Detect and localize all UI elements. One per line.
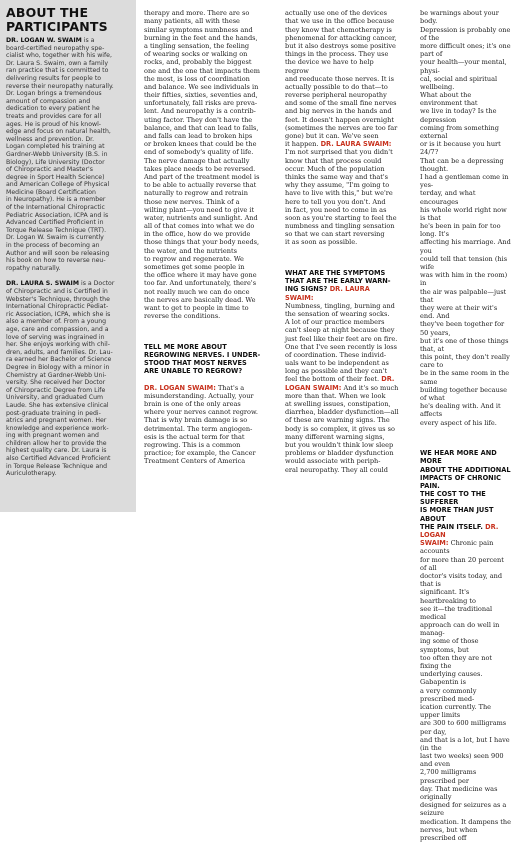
sidebar-title: ABOUT THE PARTICIPANTS [6,5,108,34]
speaker-logan: DR. LOGAN SWAIM: [144,383,216,392]
article-column-2 [285,1,399,513]
spacer [285,255,399,261]
answer-regrowing-nerves [144,384,262,466]
answer-symptoms-text-2: And it's so much more than that. When we look at swelling issues, constipation, diarrhea, bladder dysfunction—all of these are warning signs. The body is so complex, it gives us so many different warning signs, but you wouldn't think low sleep problems or bladder dysfunction would associate with periph- eral neuropathy. They all could [285,383,399,474]
participants-sidebar [0,0,136,512]
question-chronic-pain-text: WE HEAR MORE AND MORE ABOUT THE ADDITIONAL IMPACTS OF CHRONIC PAIN. THE COST TO THE SUFFERER IS MORE THAN JUST ABOUT THE PAIN ITSELF. [420,449,511,531]
col2-paragraph-1 [285,9,399,246]
article-column-3 [420,1,512,842]
speaker-logan: DR. LOGAN SWAIM: [420,522,499,548]
question-chronic-pain [420,449,512,842]
col2-text-b: I'm not surprised that you didn't know that that process could occur. Much of the population thinks the same way and that's why they assume, "I'm going to have to live with this," but we're here to tell you you don't. And in fact, you need to come in as soon as you're starting to feel the numbness and tingling sensation so that we can start reversing it as soon as possible. [285,148,397,247]
bio-logan-text: is a board-certified neuropathy spe- cialist who, together with his wife, Dr. Laura S. Swaim, own a family ran practice that is committed to delivering results for people to reverse their neuropathy naturally. Dr. Logan brings a tremendous amount of compassion and dedication to every patient he treats and provides care for all ages. He is proud of his knowl- edge and focus on natural health, wellness and prevention. Dr. Logan completed his training at Gardner-Webb University (B.S. in Biology), Life University (Doctor of Chiropractic and Master's degree in Sport Health Science) and American College of Physical Medicine (Board Certification in Neuropathy). He is a member of the International Chiropractic Pediatric Association, ICPA and is Advanced Certified Proficient in Torque Release Technique (TRT). Dr. Logan W. Swaim is currently in the process of becoming an Author and will soon be releasing his book on how to reverse neu- ropathy naturally. [6,37,114,272]
bio-logan-swaim [6,37,130,272]
spacer [420,435,512,441]
speaker-laura: DR. LAURA SWAIM: [285,285,370,302]
spacer [144,329,262,335]
article-column-1 [144,1,262,513]
question-symptoms [285,269,399,474]
col1-paragraph: therapy and more. There are so many patients, all with these similar symptoms numbness and burning in the feet and the hands, a tingling sensation, the feeling of wearing socks or walking on rocks, and, probably the biggest one and the one that impacts them the most, is loss of coordination and balance. We see individuals in their fifties, sixties, seventies and, unfortunately, fall risks are preva- lent. And neuropathy is a contrib- uting factor. They don't have the balance, and that can lead to falls, and falls can lead to broken hips or broken knees that could be the end of somebody's quality of life. The nerve damage that actually takes place needs to be reversed. And part of the treatment model is to be able to actually reverse that naturally to regrow and retrain those new nerves. Think of a wilting plant—you need to give it water, nutrients and sunlight. And all of that comes into what we do in the office, how do we provide those things that your body needs, the water, and the nutrients to regrow and regenerate. We sometimes get some people in the office where it may have gone too far. And unfortunately, there's not really much we can do once the nerves are basically dead. We want to get to people in time to reverse the conditions. [144,9,260,321]
col3-paragraph-1: be warnings about your body. Depression is probably one of the more difficult ones; it's one part of your health—your mental, physi- cal, social and spiritual wellbeing. What about the environment that we live in today? Is the depression coming from something external or is it because you hurt 24/7? That can be a depressing thought. I had a gentleman come in yes- terday, and what encourages his whole world right now is that he's been in pain for too long. It's affecting his marriage. And you could tell that tension (his wife was with him in the room) in the air was palpable—just that they were at their wit's end. And they've been together for 50 years, but it's one of those things that, at this point, they don't really care to be in the same room in the same building together because of what he's dealing with. And it affects every aspect of his life. [420,9,511,427]
bio-laura-text: is a Doctor of Chiropractic and is Certified in Webster's Technique, through the International Chiropractic Pediat- ric Association, ICPA, which she is also a member of. From a young age, care and compassion, and a love of serving was ingrained in her. She enjoys working with chil- dren, adults, and families. Dr. Lau- ra earned her Bachelor of Science Degree in Biology with a minor in Chemistry at Gardner-Webb Uni- versity. She received her Doctor of Chiropractic Degree from Life University, and graduated Cum Laude. She has extensive clinical post-graduate training in pedi- atrics and pregnant women. Her knowledge and experience work- ing with pregnant women and children allow her to provide the highest quality care. Dr. Laura is also Certified Advanced Proficient in Torque Release Technique and Auriculotherapy. [6,280,115,478]
speaker-laura: DR. LAURA SWAIM: [320,140,392,149]
bio-logan-name: DR. LOGAN W. SWAIM [6,37,82,44]
answer-text: That's a misunderstanding. Actually, your brain is one of the only areas where your nerves cannot regrow. That is why brain damage is so detrimental. The term angiogen- esis is the actual term for that regrowing. This is a common practice; for example, the Cancer Treatment Centers of America [144,383,258,466]
question-symptoms-text: WHAT ARE THE SYMPTOMS THAT ARE THE EARLY WARN- ING SIGNS? [285,269,391,294]
speaker-logan: DR. LOGAN SWAIM: [285,375,395,392]
question-regrowing-nerves: TELL ME MORE ABOUT REGROWING NERVES. I UNDER- STOOD THAT MOST NERVES ARE UNABLE TO REGROW? [144,342,261,376]
answer-symptoms-text: Numbness, tingling, burning and the sensation of wearing socks. A lot of our practice members can't sleep at night because they just feel like their feet are on fire. One that I've seen recently is loss of coordination. These individ- uals want to be independent as long as possible and they can't feel the bottom of their feet. [285,301,398,384]
answer-chronic-pain-text: Chronic pain accounts for more than 20 percent of all doctor's visits today, and that is significant. It's heartbreaking to see it—the traditional medical approach can do well in manag- ing some of those symptoms, but too often they are not fixing the underlying causes. Gabapentin is a very commonly prescribed med- ication currently. The upper limits are 300 to 600 milligrams per day, and that is a lot, but I have (in the last two weeks) seen 900 and even 2,700 milligrams prescribed per day. That medicine was originally designed for seizures as a seizure medication. It dampens the nerves, but when prescribed off [420,539,512,842]
bio-laura-name: DR. LAURA S. SWAIM [6,280,80,288]
col2-text-a: actually use one of the devices that we use in the office because they know that chemotherapy is phenomenal for attacking cancer, but it also destroys some positive things in the process. They use the device we have to help regrow and reeducate those nerves. It is actually possible to do that—to reverse peripheral neuropathy and some of the small fine nerves and big nerves in the hands and feet. It doesn't happen overnight (sometimes the nerves are too far gone) but it can. We've seen it happen. [285,9,398,149]
bio-laura-swaim [6,280,130,477]
